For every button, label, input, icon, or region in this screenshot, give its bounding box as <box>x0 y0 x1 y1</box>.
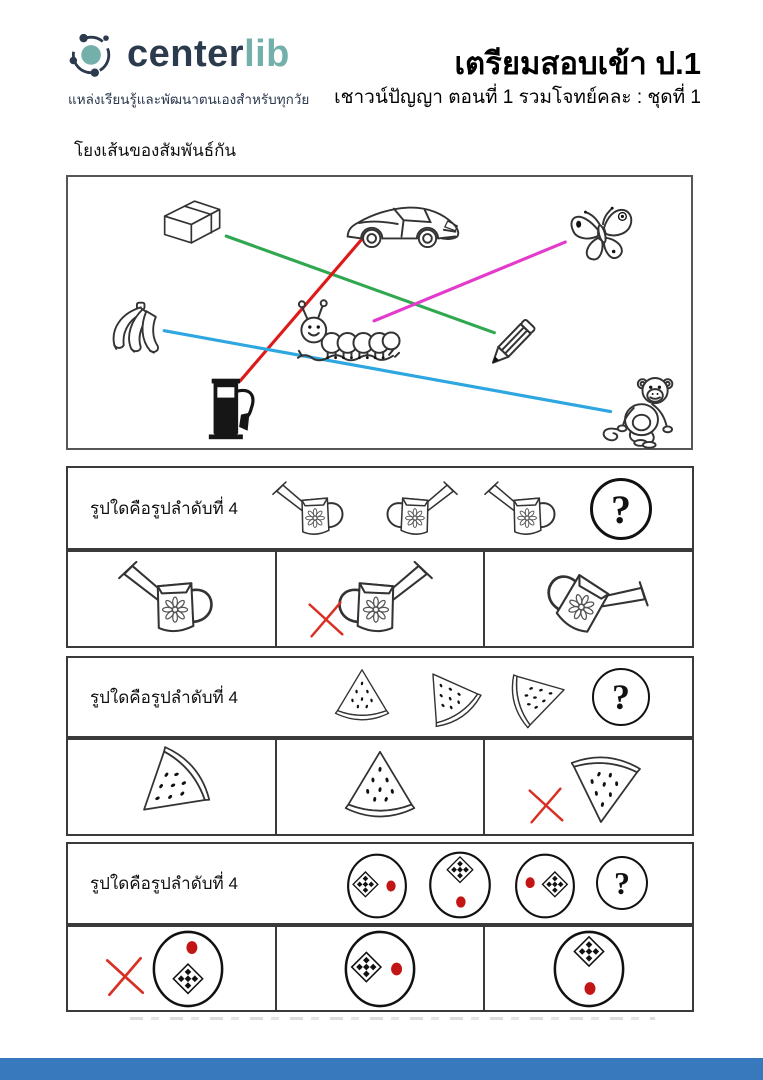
question-2-row <box>66 656 694 738</box>
question-1-row <box>66 466 694 550</box>
q3-answer-2-circle-icon <box>341 928 419 1010</box>
eraser-icon <box>153 192 228 252</box>
brand-wordmark <box>127 35 290 73</box>
brand-tagline: แหล่งเรียนรู้และพัฒนาตนเองสำหรับทุกวัย <box>68 92 310 107</box>
monkey-icon <box>596 369 688 449</box>
q2-answer-option-1[interactable] <box>68 740 275 834</box>
q1-answer-option-3[interactable] <box>483 552 692 646</box>
q2-answer-option-2[interactable] <box>275 740 484 834</box>
page-title: เตรียมสอบเข้า ป.1 <box>454 46 701 81</box>
sequence-3-circle-1-icon <box>344 851 410 921</box>
pencil-icon <box>481 313 541 375</box>
sequence-3-circle-2-icon <box>426 849 494 921</box>
q1-answer-2-cross-icon <box>303 596 349 642</box>
question-2-answers <box>66 738 694 836</box>
q3-answer-option-2[interactable] <box>275 927 484 1010</box>
question-3-row <box>66 842 694 925</box>
q2-answer-3-slice-icon <box>560 743 648 831</box>
brand-logo <box>64 26 290 82</box>
q2-answer-3-cross-icon <box>523 782 569 828</box>
sequence-3-circle-3-icon <box>512 851 578 921</box>
question-1-placeholder-circle: ? <box>590 478 652 540</box>
brand-word-center: center <box>127 33 245 75</box>
q1-answer-option-1[interactable] <box>68 552 275 646</box>
q3-answer-option-1[interactable] <box>68 927 275 1010</box>
matching-instruction: โยงเส้นของสัมพันธ์กัน <box>74 141 237 160</box>
question-3-prompt: รูปใดคือรูปลำดับที่ 4 <box>90 874 238 893</box>
question-1-answers <box>66 550 694 648</box>
q2-answer-option-3[interactable] <box>483 740 692 834</box>
q2-answer-1-slice-icon <box>127 743 215 831</box>
question-3-placeholder-circle: ? <box>596 856 648 910</box>
sequence-1-can-1-icon <box>266 475 358 545</box>
brand-word-lib: lib <box>244 33 290 75</box>
bananas-icon <box>103 295 169 365</box>
footer-fineprint-line <box>130 1017 655 1020</box>
page-subtitle: เชาวน์ปัญญา ตอนที่ 1 รวมโจทย์คละ : ชุดที่ 1 <box>334 87 701 108</box>
q2-answer-2-slice-icon <box>336 743 424 831</box>
sports-car-icon <box>340 191 465 257</box>
sequence-2-slice-2-icon <box>414 662 484 732</box>
fuel-pump-icon <box>206 371 258 445</box>
matching-exercise-box <box>66 175 693 450</box>
question-2-placeholder-circle: ? <box>592 668 650 726</box>
butterfly-icon <box>563 197 641 267</box>
footer-color-bar <box>0 1058 763 1080</box>
caterpillar-icon <box>290 295 404 369</box>
q1-answer-option-2[interactable] <box>275 552 484 646</box>
sequence-1-can-3-icon <box>478 475 570 545</box>
q3-answer-option-3[interactable] <box>483 927 692 1010</box>
sequence-2-slice-1-icon <box>328 663 396 731</box>
q1-answer-3-can-icon <box>526 553 652 645</box>
question-1-prompt: รูปใดคือรูปลำดับที่ 4 <box>90 498 238 518</box>
sequence-1-can-2-icon <box>372 475 464 545</box>
question-2-prompt: รูปใดคือรูปลำดับที่ 4 <box>90 687 238 707</box>
q3-answer-3-circle-icon <box>550 928 628 1010</box>
q3-answer-1-circle-icon <box>149 928 227 1010</box>
centerlib-orbit-icon <box>64 26 120 82</box>
sequence-2-slice-3-icon <box>502 662 572 732</box>
question-3-answers <box>66 925 694 1012</box>
q1-answer-1-can-icon <box>110 554 232 644</box>
q3-answer-1-cross-icon <box>100 951 150 1001</box>
